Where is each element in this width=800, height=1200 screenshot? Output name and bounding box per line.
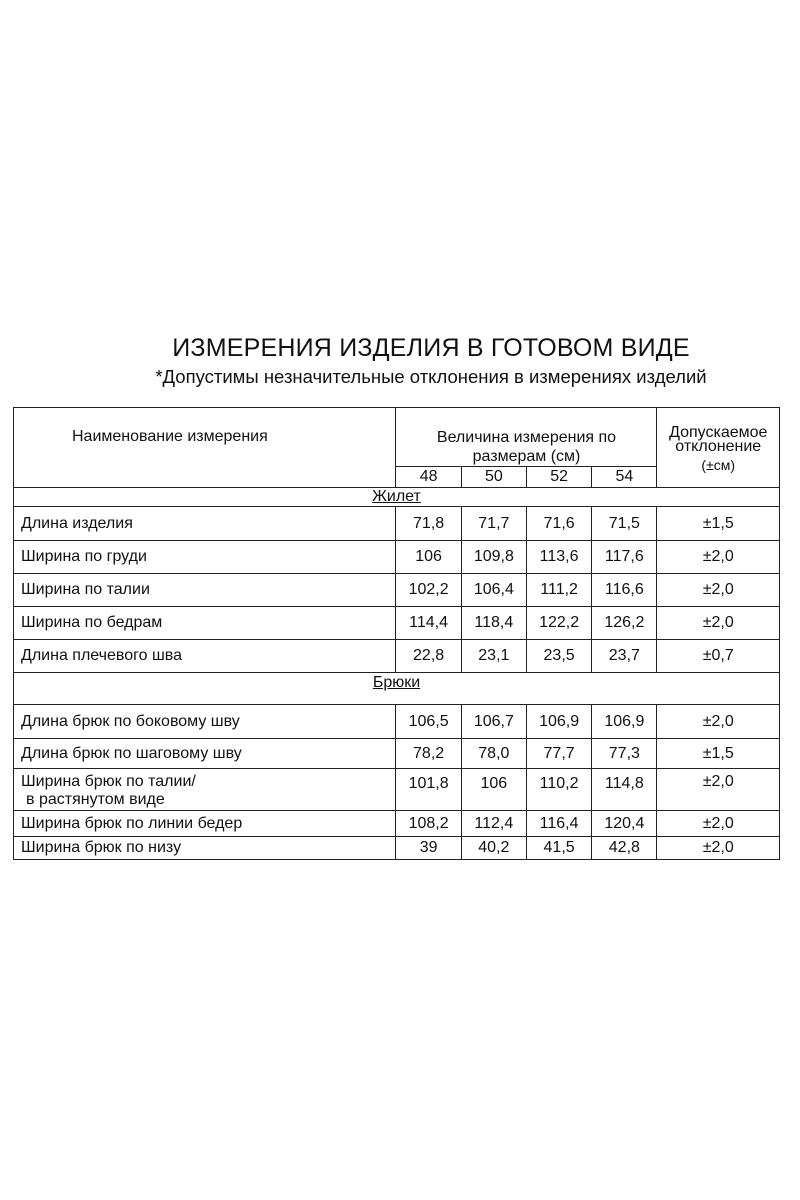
size-header: 50: [461, 467, 526, 488]
measurement-name-text: Ширина брюк по талии/: [21, 773, 196, 790]
header-row: [14, 408, 780, 467]
size-value: 106: [396, 541, 461, 574]
size-value: 102,2: [396, 574, 461, 607]
size-value: 114,8: [592, 769, 657, 811]
measurement-name-text: Ширина по талии: [21, 581, 150, 598]
measurement-name-text: Длина брюк по боковому шву: [21, 712, 240, 730]
tolerance-value: ±0,7: [657, 640, 780, 673]
measurement-name-text: Ширина по бедрам: [21, 614, 163, 631]
size-value: 23,1: [461, 640, 526, 673]
size-value: 106,7: [461, 705, 526, 739]
size-value: 120,4: [592, 811, 657, 837]
measurement-name: [14, 541, 396, 574]
size-value: 117,6: [592, 541, 657, 574]
size-value: 106,5: [396, 705, 461, 739]
measurement-name-text: Ширина по груди: [21, 548, 147, 565]
size-value: 71,8: [396, 507, 461, 541]
header-value-line1: Величина измерения по: [436, 429, 617, 446]
measurement-name-text: Длина брюк по шаговому шву: [21, 744, 242, 762]
section-row: [14, 488, 780, 507]
header-tolerance: [657, 408, 780, 488]
size-value: 77,7: [526, 739, 591, 769]
measurement-name-text: Ширина брюк по линии бедер: [21, 814, 243, 832]
size-header: 52: [526, 467, 591, 488]
tolerance-value: ±2,0: [657, 705, 780, 739]
size-value: 22,8: [396, 640, 461, 673]
header-value: [396, 408, 657, 467]
size-value: 118,4: [461, 607, 526, 640]
tolerance-value: ±2,0: [657, 769, 780, 811]
measurement-name: [14, 574, 396, 607]
size-value: 111,2: [526, 574, 591, 607]
tolerance-value: ±2,0: [657, 607, 780, 640]
measurement-name: [14, 607, 396, 640]
size-value: 113,6: [526, 541, 591, 574]
size-value: 71,6: [526, 507, 591, 541]
size-value: 109,8: [461, 541, 526, 574]
measurement-name: [14, 705, 396, 739]
size-value: 106,9: [592, 705, 657, 739]
measurement-name: [14, 739, 396, 769]
table-row: [14, 640, 780, 673]
size-value: 110,2: [526, 769, 591, 811]
measurement-name-line2: в растянутом виде: [26, 791, 165, 808]
size-value: 77,3: [592, 739, 657, 769]
size-value: 116,4: [526, 811, 591, 837]
tolerance-value: ±1,5: [657, 507, 780, 541]
size-value: 71,7: [461, 507, 526, 541]
measurement-name-text: Ширина брюк по низу: [21, 839, 182, 856]
table-row: [14, 541, 780, 574]
tolerance-value: ±2,0: [657, 541, 780, 574]
measurement-name: [14, 507, 396, 541]
measurement-name: [14, 811, 396, 837]
table-row: [14, 705, 780, 739]
section-row: [14, 673, 780, 705]
size-value: 112,4: [461, 811, 526, 837]
table-row: [14, 769, 780, 811]
measurements-table-body: [14, 408, 780, 860]
size-value: 23,7: [592, 640, 657, 673]
size-value: 78,2: [396, 739, 461, 769]
measurements-table: [13, 407, 780, 860]
page-subtitle: *Допустимы незначительные отклонения в измерениях изделий: [155, 366, 707, 387]
table-row: [14, 837, 780, 860]
size-value: 40,2: [461, 837, 526, 860]
size-value: 106,9: [526, 705, 591, 739]
tolerance-value: ±2,0: [657, 574, 780, 607]
size-header: 48: [396, 467, 461, 488]
size-value: 71,5: [592, 507, 657, 541]
header-value-line2: размерам (см): [472, 448, 581, 465]
page-title: ИЗМЕРЕНИЯ ИЗДЕЛИЯ В ГОТОВОМ ВИДЕ: [172, 334, 690, 362]
table-row: [14, 507, 780, 541]
size-value: 126,2: [592, 607, 657, 640]
measurement-name-text: Длина плечевого шва: [21, 647, 182, 664]
table-row: [14, 574, 780, 607]
size-value: 106,4: [461, 574, 526, 607]
size-value: 106: [461, 769, 526, 811]
size-value: 114,4: [396, 607, 461, 640]
table-row: [14, 811, 780, 837]
table-row: [14, 739, 780, 769]
size-value: 108,2: [396, 811, 461, 837]
size-value: 41,5: [526, 837, 591, 860]
size-value: 116,6: [592, 574, 657, 607]
measurement-name: [14, 769, 396, 811]
header-tolerance-unit: (±см): [701, 457, 736, 473]
size-value: 101,8: [396, 769, 461, 811]
size-value: 23,5: [526, 640, 591, 673]
measurement-name: [14, 837, 396, 860]
header-tolerance-line2: отклонение: [675, 438, 762, 455]
size-value: 78,0: [461, 739, 526, 769]
section-title: Брюки: [14, 673, 780, 705]
header-name: Наименование измерения: [14, 408, 396, 488]
tolerance-value: ±2,0: [657, 811, 780, 837]
tolerance-value: ±1,5: [657, 739, 780, 769]
size-value: 122,2: [526, 607, 591, 640]
section-title: Жилет: [14, 488, 780, 507]
measurement-name: [14, 640, 396, 673]
tolerance-value: ±2,0: [657, 837, 780, 860]
size-value: 39: [396, 837, 461, 860]
table-row: [14, 607, 780, 640]
header-tolerance-line1: Допускаемое: [669, 424, 768, 441]
measurement-name-text: Длина изделия: [21, 514, 133, 532]
size-value: 42,8: [592, 837, 657, 860]
size-header: 54: [592, 467, 657, 488]
